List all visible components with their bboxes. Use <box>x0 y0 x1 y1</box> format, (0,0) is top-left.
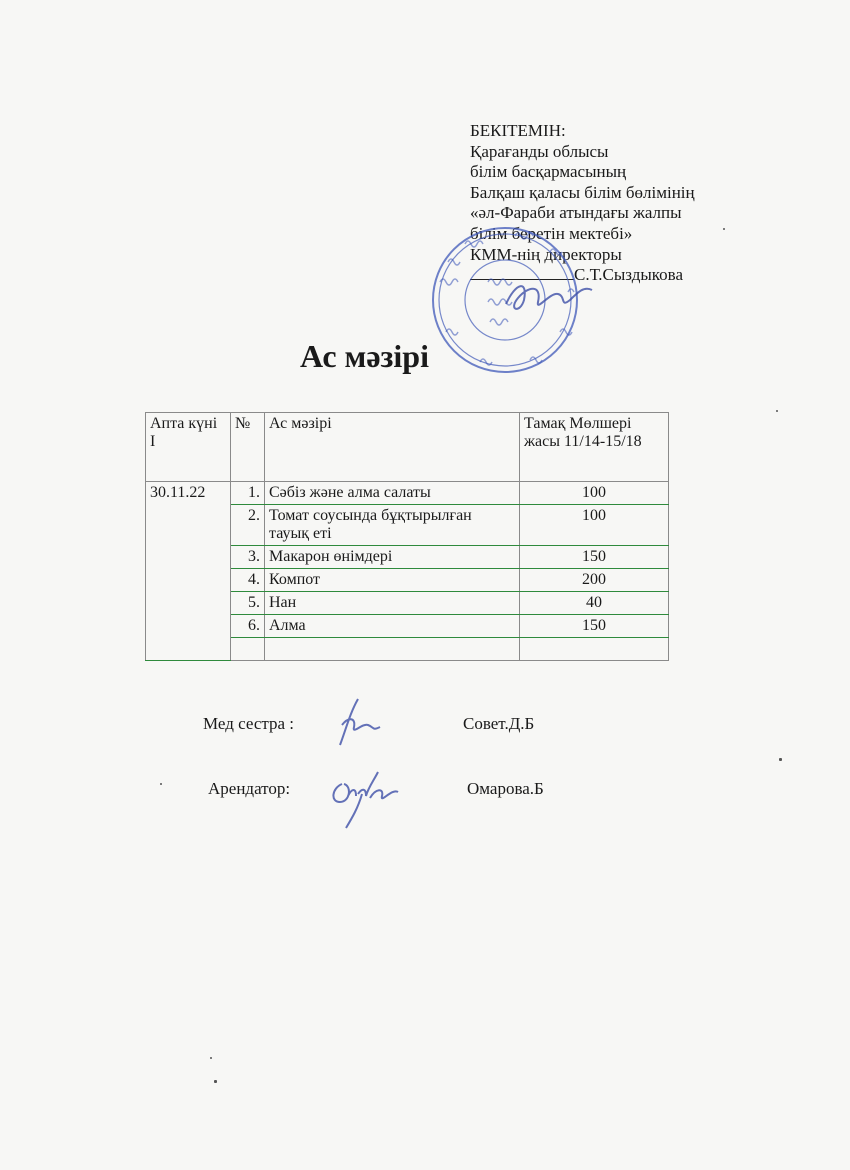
date-cell: 30.11.22 <box>146 482 231 661</box>
dish-name: Макарон өнімдері <box>265 546 520 569</box>
page-title: Ас мәзірі <box>300 338 429 374</box>
table-header-row <box>146 413 669 482</box>
dish-name: Сәбіз және алма салаты <box>265 482 520 505</box>
row-number: 2. <box>231 505 265 546</box>
nurse-signature <box>328 695 388 750</box>
approval-heading: БЕКІТЕМІН: <box>470 121 566 140</box>
director-signature <box>498 272 598 322</box>
tenant-name: Омарова.Б <box>467 779 544 798</box>
nurse-label: Мед сестра : <box>203 714 295 733</box>
dish-name: Нан <box>265 592 520 615</box>
portion-amount: 40 <box>520 592 669 615</box>
approval-line: Қарағанды облысы <box>470 141 609 161</box>
row-number: 5. <box>231 592 265 615</box>
header-day: Апта күні І <box>146 413 231 482</box>
row-number: 4. <box>231 569 265 592</box>
header-menu: Ас мәзірі <box>265 413 520 482</box>
row-number: 1. <box>231 482 265 505</box>
portion-amount: 100 <box>520 482 669 505</box>
dish-name: Томат соусында бұқтырылған тауық еті <box>265 505 520 546</box>
nurse-name: Совет.Д.Б <box>463 714 535 733</box>
director-name: С.Т.Сыздыкова <box>574 265 684 285</box>
tenant-label: Арендатор: <box>208 779 291 798</box>
row-number: 3. <box>231 546 265 569</box>
approval-line: білім басқармасының <box>470 162 627 182</box>
portion-amount: 100 <box>520 505 669 546</box>
approval-line: КММ-нің директоры <box>470 244 622 264</box>
approval-line: Балқаш қаласы білім бөлімінің <box>470 182 695 202</box>
menu-table <box>145 412 669 661</box>
tenant-signature <box>322 758 402 830</box>
dish-name: Алма <box>265 615 520 638</box>
table-row <box>146 482 669 505</box>
portion-amount: 150 <box>520 546 669 569</box>
row-number: 6. <box>231 615 265 638</box>
dish-name: Компот <box>265 569 520 592</box>
portion-amount: 150 <box>520 615 669 638</box>
header-amount: Тамақ Мөлшері жасы 11/14-15/18 <box>520 413 669 482</box>
header-number: № <box>231 413 265 482</box>
approval-line: «әл-Фараби атындағы жалпы <box>470 203 682 223</box>
portion-amount: 200 <box>520 569 669 592</box>
approval-line: білім беретін мектебі» <box>470 223 633 243</box>
